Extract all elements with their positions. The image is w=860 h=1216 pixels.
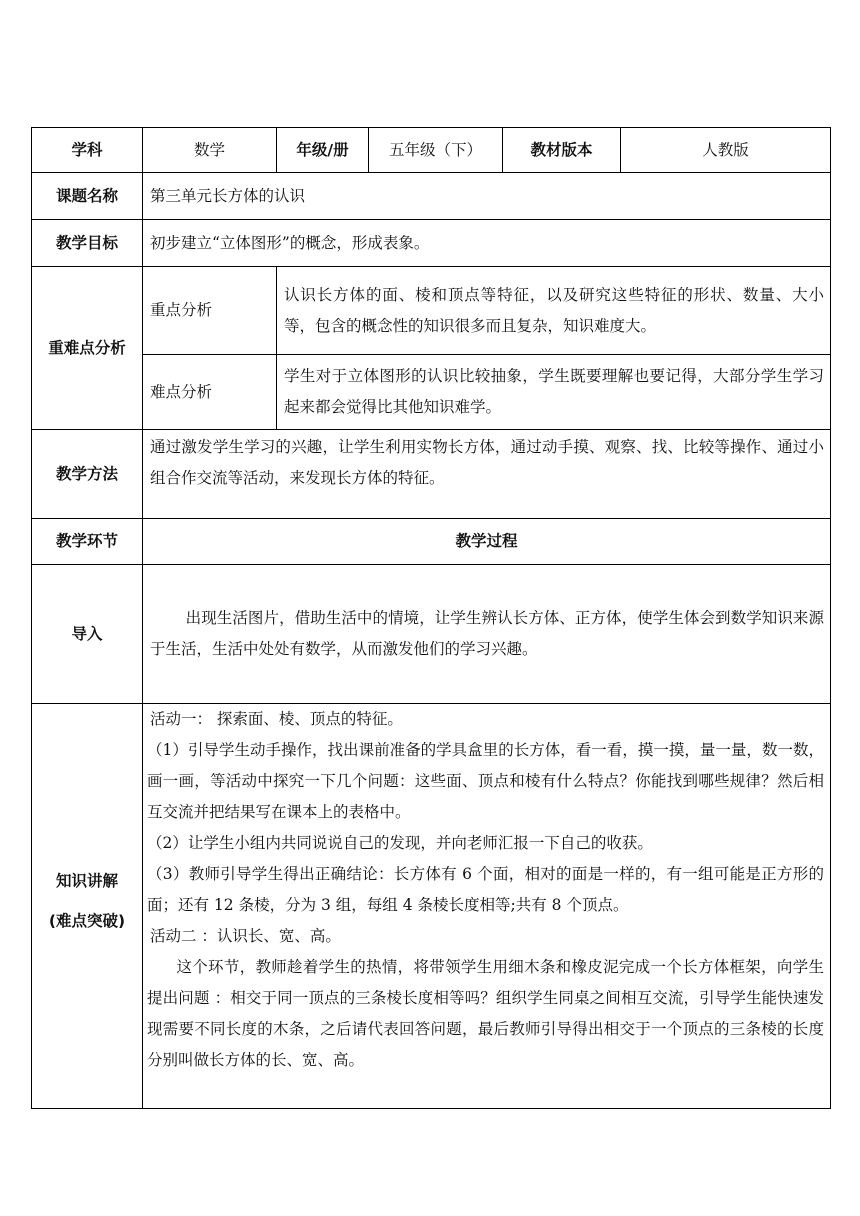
process-header-row <box>32 519 831 565</box>
knowledge-content <box>143 704 831 1109</box>
analysis-label: 重难点分析 <box>32 267 143 430</box>
key-analysis-label: 重点分析 <box>143 267 277 355</box>
intro-text: 出现生活图片，借助生活中的情境，让学生辨认长方体、正方体，使学生体会到数学知识来源于生活，生活中处处有数学，从而激发他们的学习兴趣。 <box>150 609 824 658</box>
goal-value: 初步建立“立体图形”的概念，形成表象。 <box>143 220 831 267</box>
activity1-step2: （2）让学生小组内共同说说自己的发现，并向老师汇报一下自己的收获。 <box>147 834 653 852</box>
difficult-analysis-row <box>32 355 831 430</box>
key-analysis-row <box>32 267 831 355</box>
key-analysis-text: 认识长方体的面、棱和顶点等特征，以及研究这些特征的形状、数量、大小等，包含的概念性的知识很多而且复杂，知识难度大。 <box>277 267 831 355</box>
intro-row <box>32 565 831 704</box>
header-row <box>32 128 831 173</box>
activity1-title: 活动一： 探索面、棱、顶点的特征。 <box>150 710 403 728</box>
subject-label: 学科 <box>32 128 143 173</box>
method-text: 通过激发学生学习的兴趣，让学生利用实物长方体，通过动手摸、观察、找、比较等操作、通过小组合作交流等活动，来发现长方体的特征。 <box>143 430 831 519</box>
title-label: 课题名称 <box>32 173 143 220</box>
title-row <box>32 173 831 220</box>
activity2-title: 活动二 ：认识长、宽、高。 <box>150 927 341 945</box>
knowledge-label <box>32 704 143 1109</box>
activity1-step1: （1）引导学生动手操作，找出课前准备的学具盒里的长方体，看一看，摸一摸，量一量，数一数，画一画，等活动中探究一下几个问题：这些面、顶点和棱有什么特点？你能找到哪些规律？然后相互交流并把结果写在课本上的表格中。 <box>147 741 824 821</box>
goal-row <box>32 220 831 267</box>
activity2-text: 这个环节，教师趁着学生的热情，将带领学生用细木条和橡皮泥完成一个长方体框架，向学生提出问题 ：相交于同一顶点的三条棱长度相等吗？组织学生同桌之间相互交流，引导学生能快速发现需要不同长度的木条，之后请代表回答问题，最后教师引导得出相交于一个顶点的三条棱的长度分别叫做长方体的长、宽、高。 <box>147 958 824 1069</box>
intro-label: 导入 <box>32 565 143 704</box>
grade-value: 五年级（下） <box>369 128 503 173</box>
title-value: 第三单元长方体的认识 <box>143 173 831 220</box>
knowledge-label-line1: 知识讲解 <box>55 872 118 890</box>
grade-label: 年级/册 <box>277 128 369 173</box>
edition-label: 教材版本 <box>503 128 621 173</box>
edition-value: 人教版 <box>621 128 831 173</box>
lesson-plan-table <box>31 127 831 1109</box>
difficult-analysis-label: 难点分析 <box>143 355 277 430</box>
knowledge-label-line2: (难点突破) <box>48 912 126 930</box>
process-label: 教学过程 <box>143 519 831 565</box>
method-label: 教学方法 <box>32 430 143 519</box>
method-row <box>32 430 831 519</box>
subject-value: 数学 <box>143 128 277 173</box>
goal-label: 教学目标 <box>32 220 143 267</box>
activity1-step3: （3）教师引导学生得出正确结论：长方体有 6 个面，相对的面是一样的，有一组可能是正方形的面；还有 12 条棱，分为 3 组，每组 4 条棱长度相等;共有 8 个顶点。 <box>147 865 824 914</box>
intro-text-cell <box>143 565 831 704</box>
difficult-analysis-text: 学生对于立体图形的认识比较抽象，学生既要理解也要记得，大部分学生学习起来都会觉得比其他知识难学。 <box>277 355 831 430</box>
knowledge-row <box>32 704 831 1109</box>
stage-label: 教学环节 <box>32 519 143 565</box>
